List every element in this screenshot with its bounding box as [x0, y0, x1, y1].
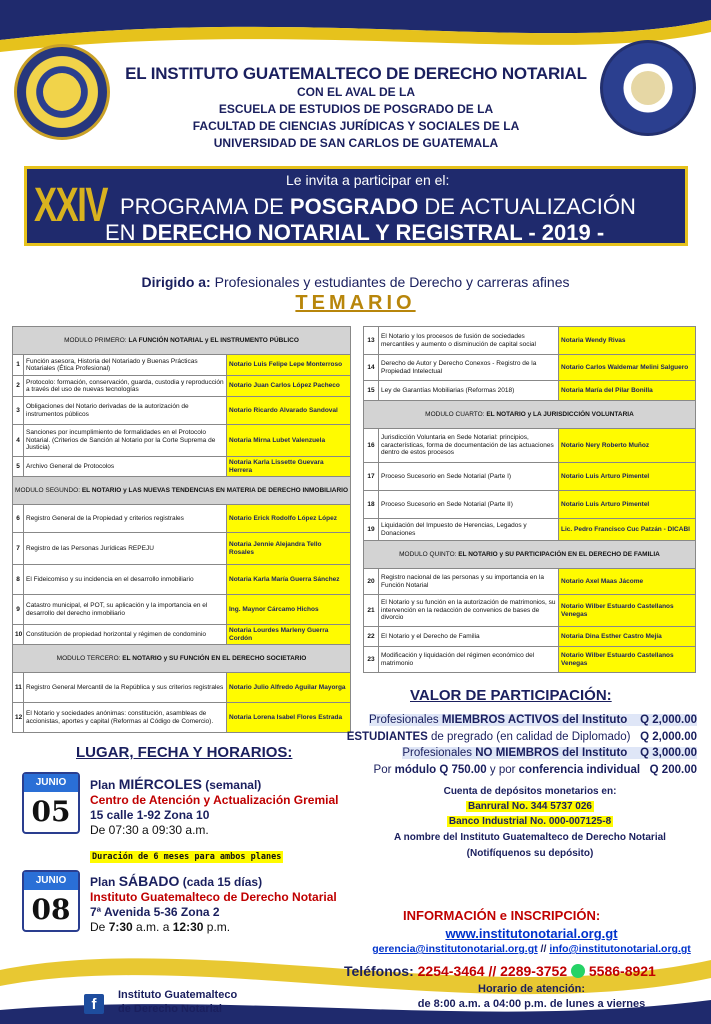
module-header: MODULO SEGUNDO: EL NOTARIO y LAS NUEVAS TENDENCIAS EN MATERIA DE DERECHO INMOBILIARIO [13, 477, 351, 505]
header-line: FACULTAD DE CIENCIAS JURÍDICAS Y SOCIALES DE LA [192, 119, 520, 133]
table-row [364, 569, 696, 595]
price-members: Profesionales MIEMBROS ACTIVOS del Instituto Q 2,000.00 [368, 714, 697, 726]
topic-number: 1 [13, 355, 24, 376]
table-row [13, 673, 351, 703]
topic-title: Modificación y liquidación del régimen económico del matrimonio [379, 647, 559, 673]
topic-number: 12 [13, 703, 24, 733]
topic-number: 11 [13, 673, 24, 703]
topic-title: Proceso Sucesorio en Sede Notarial (Parte I) [379, 463, 559, 491]
syllabus-heading: TEMARIO [295, 292, 416, 314]
topic-number: 13 [364, 327, 379, 355]
topic-title: Obligaciones del Notario derivadas de la autorización de instrumentos públicos [24, 397, 227, 425]
price-students: ESTUDIANTES de pregrado (en calidad de Diplomado) Q 2,000.00 [346, 731, 697, 743]
price-nonmembers: Profesionales NO MIEMBROS del Instituto Q 3,000.00 [402, 747, 697, 759]
header-line: CON EL AVAL DE LA [296, 85, 415, 99]
usac-seal-logo [600, 40, 696, 136]
table-row [13, 457, 351, 477]
professor-name: Notaria Karla María Guerra Sánchez [227, 565, 351, 595]
professor-name: Notaria María del Pilar Bonilla [559, 381, 696, 401]
professor-name: Notaria Mirna Lubet Valenzuela [227, 425, 351, 457]
topic-number: 10 [13, 625, 24, 645]
topic-number: 6 [13, 505, 24, 533]
topic-title: Constitución de propiedad horizontal y régimen de condominio [24, 625, 227, 645]
professor-name: Notaria Wendy Rivas [559, 327, 696, 355]
professor-name: Notaria Lourdes Marleny Guerra Cordón [227, 625, 351, 645]
office-hours: de 8:00 a.m. a 04:00 p.m. de lunes a viernes [417, 998, 646, 1010]
table-row [364, 355, 696, 381]
calendar-icon: JUNIO 05 [22, 772, 80, 834]
price-heading: VALOR DE PARTICIPACIÓN: [410, 687, 612, 704]
deposit-account-name: A nombre del Instituto Guatemalteco de Derecho Notarial [394, 832, 666, 843]
topic-title: Liquidación del Impuesto de Herencias, Legados y Donaciones [379, 519, 559, 541]
plan-saturday: Plan SÁBADO (cada 15 días) Instituto Guatemalteco de Derecho Notarial 7ª Avenida 5-36 Zona 2 De 7:30 a.m. a 12:30 p.m. [90, 873, 337, 934]
topic-number: 8 [13, 565, 24, 595]
topic-number: 21 [364, 595, 379, 627]
table-row [13, 595, 351, 625]
topic-number: 23 [364, 647, 379, 673]
topic-title: Ley de Garantías Mobiliarias (Reformas 2018) [379, 381, 559, 401]
professor-name: Notario Erick Rodolfo López López [227, 505, 351, 533]
professor-name: Notaria Karla Lissette Guevara Herrera [227, 457, 351, 477]
professor-name: Notario Nery Roberto Muñoz [559, 429, 696, 463]
table-row [13, 355, 351, 376]
topic-number: 15 [364, 381, 379, 401]
top-wave-decoration [0, 0, 711, 70]
topic-title: El Notario y su función en la autorización de matrimonios, su intervención en la redacción de convenios de bases de divorcio [379, 595, 559, 627]
price-module: Por módulo Q 750.00 y por conferencia individual Q 200.00 [373, 764, 697, 776]
topic-title: El Notario y el Derecho de Familia [379, 627, 559, 647]
professor-name: Notaria Dina Esther Castro Mejía [559, 627, 696, 647]
office-hours-heading: Horario de atención: [478, 983, 585, 995]
table-row [364, 627, 696, 647]
topic-number: 19 [364, 519, 379, 541]
whatsapp-icon [571, 964, 585, 978]
topic-number: 7 [13, 533, 24, 565]
professor-name: Notario Axel Maas Jácome [559, 569, 696, 595]
module-header: MODULO TERCERO: EL NOTARIO y SU FUNCIÓN EN EL DERECHO SOCIETARIO [13, 645, 351, 673]
topic-title: Proceso Sucesorio en Sede Notarial (Parte II) [379, 491, 559, 519]
professor-name: Notario Wilber Estuardo Castellanos Venegas [559, 595, 696, 627]
topic-title: Registro General de la Propiedad y criterios registrales [24, 505, 227, 533]
topic-title: Registro nacional de las personas y su importancia en la Función Notarial [379, 569, 559, 595]
deposit-industrial: Banco Industrial No. 000-007125-8 [448, 816, 612, 827]
professor-name: Notario Luis Felipe Lepe Monterroso [227, 355, 351, 376]
topic-title: Jurisdicción Voluntaria en Sede Notarial: principios, características, forma de documentación de las actuaciones dentro de estos procesos [379, 429, 559, 463]
schedule-heading: LUGAR, FECHA Y HORARIOS: [76, 744, 293, 761]
topic-number: 2 [13, 376, 24, 397]
topic-title: Función asesora, Historia del Notariado y Buenas Prácticas Notariales (Ética Profesional) [24, 355, 227, 376]
topic-number: 4 [13, 425, 24, 457]
institute-title: EL INSTITUTO GUATEMALTECO DE DERECHO NOTARIAL [125, 64, 587, 83]
banner-invite: Le invita a participar en el: [286, 172, 450, 188]
professor-name: Notario Luis Arturo Pimentel [559, 491, 696, 519]
module-header: MODULO QUINTO: EL NOTARIO y SU PARTICIPACIÓN EN EL DERECHO DE FAMILIA [364, 541, 696, 569]
website-link[interactable]: www.institutonotarial.org.gt [445, 926, 618, 941]
table-row [364, 491, 696, 519]
info-heading: INFORMACIÓN e INSCRIPCIÓN: [403, 908, 601, 923]
module-header: MODULO CUARTO: EL NOTARIO y LA JURISDICCIÓN VOLUNTARIA [364, 401, 696, 429]
module-header: MODULO PRIMERO: LA FUNCIÓN NOTARIAL y EL INSTRUMENTO PÚBLICO [13, 327, 351, 355]
table-row [364, 429, 696, 463]
deposit-heading: Cuenta de depósitos monetarios en: [443, 786, 617, 797]
professor-name: Notario Carlos Waldemar Melini Salguero [559, 355, 696, 381]
professor-name: Notaria Lorena Isabel Flores Estrada [227, 703, 351, 733]
topic-number: 20 [364, 569, 379, 595]
table-row [364, 463, 696, 491]
professor-name: Notario Juan Carlos López Pacheco [227, 376, 351, 397]
header [110, 64, 602, 152]
professor-name: Notario Luis Arturo Pimentel [559, 463, 696, 491]
phone-numbers: Teléfonos: 2254-3464 // 2289-3752 5586-8921 [344, 963, 656, 979]
table-row [13, 533, 351, 565]
topic-number: 18 [364, 491, 379, 519]
topic-title: Catastro municipal, el POT, su aplicación y la importancia en el desarrollo del derecho inmobiliario [24, 595, 227, 625]
table-row [13, 625, 351, 645]
professor-name: Ing. Maynor Cárcamo Hichos [227, 595, 351, 625]
banner-line-1: PROGRAMA DE POSGRADO DE ACTUALIZACIÓN [120, 194, 636, 219]
table-row [364, 647, 696, 673]
professor-name: Notario Wilber Estuardo Castellanos Venegas [559, 647, 696, 673]
table-row [13, 703, 351, 733]
header-line: ESCUELA DE ESTUDIOS DE POSGRADO DE LA [218, 102, 494, 116]
duration-note: Duración de 6 meses para ambos planes [92, 852, 282, 862]
facebook-icon[interactable]: f [84, 994, 104, 1014]
table-row [13, 505, 351, 533]
topic-title: El Fideicomiso y su incidencia en el desarrollo inmobiliario [24, 565, 227, 595]
professor-name: Lic. Pedro Francisco Cuc Patzán - DICABI [559, 519, 696, 541]
header-line: UNIVERSIDAD DE SAN CARLOS DE GUATEMALA [213, 136, 499, 150]
professor-name: Notario Julio Alfredo Aguilar Mayorga [227, 673, 351, 703]
audience-line: Dirigido a: Profesionales y estudiantes de Derecho y carreras afines [141, 274, 570, 290]
table-row [364, 381, 696, 401]
topic-title: El Notario y los procesos de fusión de sociedades mercantiles y aumento o disminución de capital social [379, 327, 559, 355]
topic-title: El Notario y sociedades anónimas: constitución, asambleas de accionistas, aportes y capital (Reformas al Código de Comercio). [24, 703, 227, 733]
table-row [13, 425, 351, 457]
edition-number: XXIV [34, 179, 108, 232]
deposit-banrural: Banrural No. 344 5737 026 [468, 801, 592, 812]
topic-title: Derecho de Autor y Derecho Conexos - Registro de la Propiedad Intelectual [379, 355, 559, 381]
topic-title: Registro General Mercantil de la República y sus criterios registrales [24, 673, 227, 703]
syllabus-table-right [363, 326, 696, 673]
topic-number: 14 [364, 355, 379, 381]
topic-title: Protocolo: formación, conservación, guarda, custodia y reproducción a través del uso de nuevas tecnologías [24, 376, 227, 397]
topic-number: 3 [13, 397, 24, 425]
topic-number: 17 [364, 463, 379, 491]
deposit-notify: (Notifíquenos su depósito) [466, 848, 594, 859]
topic-title: Sanciones por incumplimiento de formalidades en el Protocolo Notarial. (Criterios de Sanción al Notario por la Corte Suprema de Justicia) [24, 425, 227, 457]
syllabus-table-left [12, 326, 351, 733]
topic-number: 5 [13, 457, 24, 477]
plan-wednesday: Plan MIÉRCOLES (semanal) Centro de Atención y Actualización Gremial 15 calle 1-92 Zona 10 De 07:30 a 09:30 a.m. [90, 776, 339, 837]
banner-line-2: EN DERECHO NOTARIAL Y REGISTRAL - 2019 - [105, 220, 605, 245]
table-row [364, 327, 696, 355]
table-row [13, 376, 351, 397]
facebook-page-name[interactable]: Instituto Guatemalteco de Derecho Notarial [118, 989, 238, 1015]
table-row [364, 595, 696, 627]
topic-number: 16 [364, 429, 379, 463]
table-row [13, 565, 351, 595]
email-links[interactable]: gerencia@institutonotarial.org.gt // info@institutonotarial.org.gt [372, 943, 691, 955]
calendar-icon: JUNIO 08 [22, 870, 80, 932]
institute-seal-logo [14, 44, 110, 140]
table-row [364, 519, 696, 541]
professor-name: Notaria Jennie Alejandra Tello Rosales [227, 533, 351, 565]
topic-number: 22 [364, 627, 379, 647]
topic-title: Registro de las Personas Jurídicas REPEJU [24, 533, 227, 565]
topic-number: 9 [13, 595, 24, 625]
table-row [13, 397, 351, 425]
topic-title: Archivo General de Protocolos [24, 457, 227, 477]
professor-name: Notario Ricardo Alvarado Sandoval [227, 397, 351, 425]
